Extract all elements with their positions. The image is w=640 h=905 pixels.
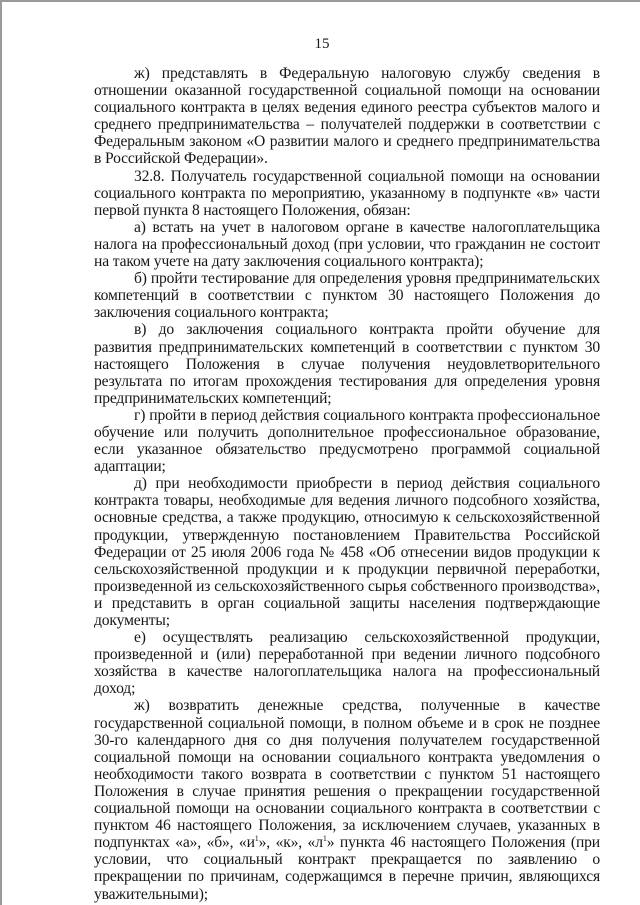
- paragraph-zh-tax-reporting: ж) представлять в Федеральную налоговую службу сведения в отношении оказанной государственной социальной помощи на основании социального контракта в целях ведения единого реестра субъектов малого и среднего предпринимательства – получателей поддержки в соответствии с Федеральным законом «О развитии малого и среднего предпринимательства в Российской Федерации».: [94, 65, 600, 168]
- paragraph-e-sell-products: е) осуществлять реализацию сельскохозяйственной продукции, произведенной и (или) переработанной при ведении личного подсобного хозяйства в качестве налогоплательщика налога на профессиональный доход;: [94, 629, 600, 698]
- paragraph-b-testing: б) пройти тестирование для определения уровня предпринимательских компетенций в соответствии с пунктом 30 настоящего Положения до заключения социального контракта;: [94, 270, 600, 322]
- document-body: [94, 65, 600, 903]
- paragraph-v-training: в) до заключения социального контракта пройти обучение для развития предпринимательских компетенций в соответствии с пунктом 30 настоящего Положения в случае получения неудовлетворительного результата по итогам прохождения тестирования для определения уровня предпринимательских компетенций;: [94, 321, 600, 407]
- superscript-2: 1: [322, 834, 327, 844]
- paragraph-d-purchase-goods: д) при необходимости приобрести в период действия социального контракта товары, необходимые для ведения личного подсобного хозяйства, основные средства, а также продукцию, относимую к сельскохозяйственной продукции, утвержденную постановлением Правительства Российской Федерации от 25 июля 2006 года № 458 «Об отнесении видов продукции к сельскохозяйственной продукции и к продукции первичной переработки, произведенной из сельскохозяйственного сырья собственного производства», и представить в орган социальной защиты населения подтверждающие документы;: [94, 475, 600, 629]
- paragraph-g-professional-education: г) пройти в период действия социального контракта профессиональное обучение или получить дополнительное профессиональное образование, если указанное обязательство предусмотрено программой социальной адаптации;: [94, 406, 600, 476]
- paragraph-zh-part2: », «к», «л: [258, 834, 323, 852]
- page-number: 15: [314, 36, 330, 52]
- paragraph-zh-part3: » пункта 46 настоящего Положения (при условии, что социальный контракт прекращается по заявлению о прекращении по причинам, содержащимся в перечне причин, являющихся уважительными);: [94, 834, 600, 903]
- superscript-1: 1: [254, 834, 259, 844]
- paragraph-zh-part1: ж) возвратить денежные средства, полученные в качестве государственной социальной помощи, в полном объеме и в срок не позднее 30-го календарного дня со дня получения получателем государственной социальной помощи на основании социального контракта уведомления о необходимости такого возврата в соответствии с пунктом 51 настоящего Положения в случае принятия решения о прекращении государственной социальной помощи на основании социального контракта в соответствии с пунктом 46 настоящего Положения, за исключением случаев, указанных в подпунктах «а», «б», «и: [94, 697, 600, 852]
- paragraph-a-tax-registration: а) встать на учет в налоговом органе в качестве налогоплательщика налога на профессиональный доход (при условии, что гражданин не состоит на таком учете на дату заключения социального контракта);: [94, 218, 600, 271]
- paragraph-zh-return-funds: [94, 697, 600, 902]
- paragraph-32-8: 32.8. Получатель государственной социальной помощи на основании социального контракта по мероприятию, указанному в подпункте «в» части первой пункта 8 настоящего Положения, обязан:: [94, 167, 600, 219]
